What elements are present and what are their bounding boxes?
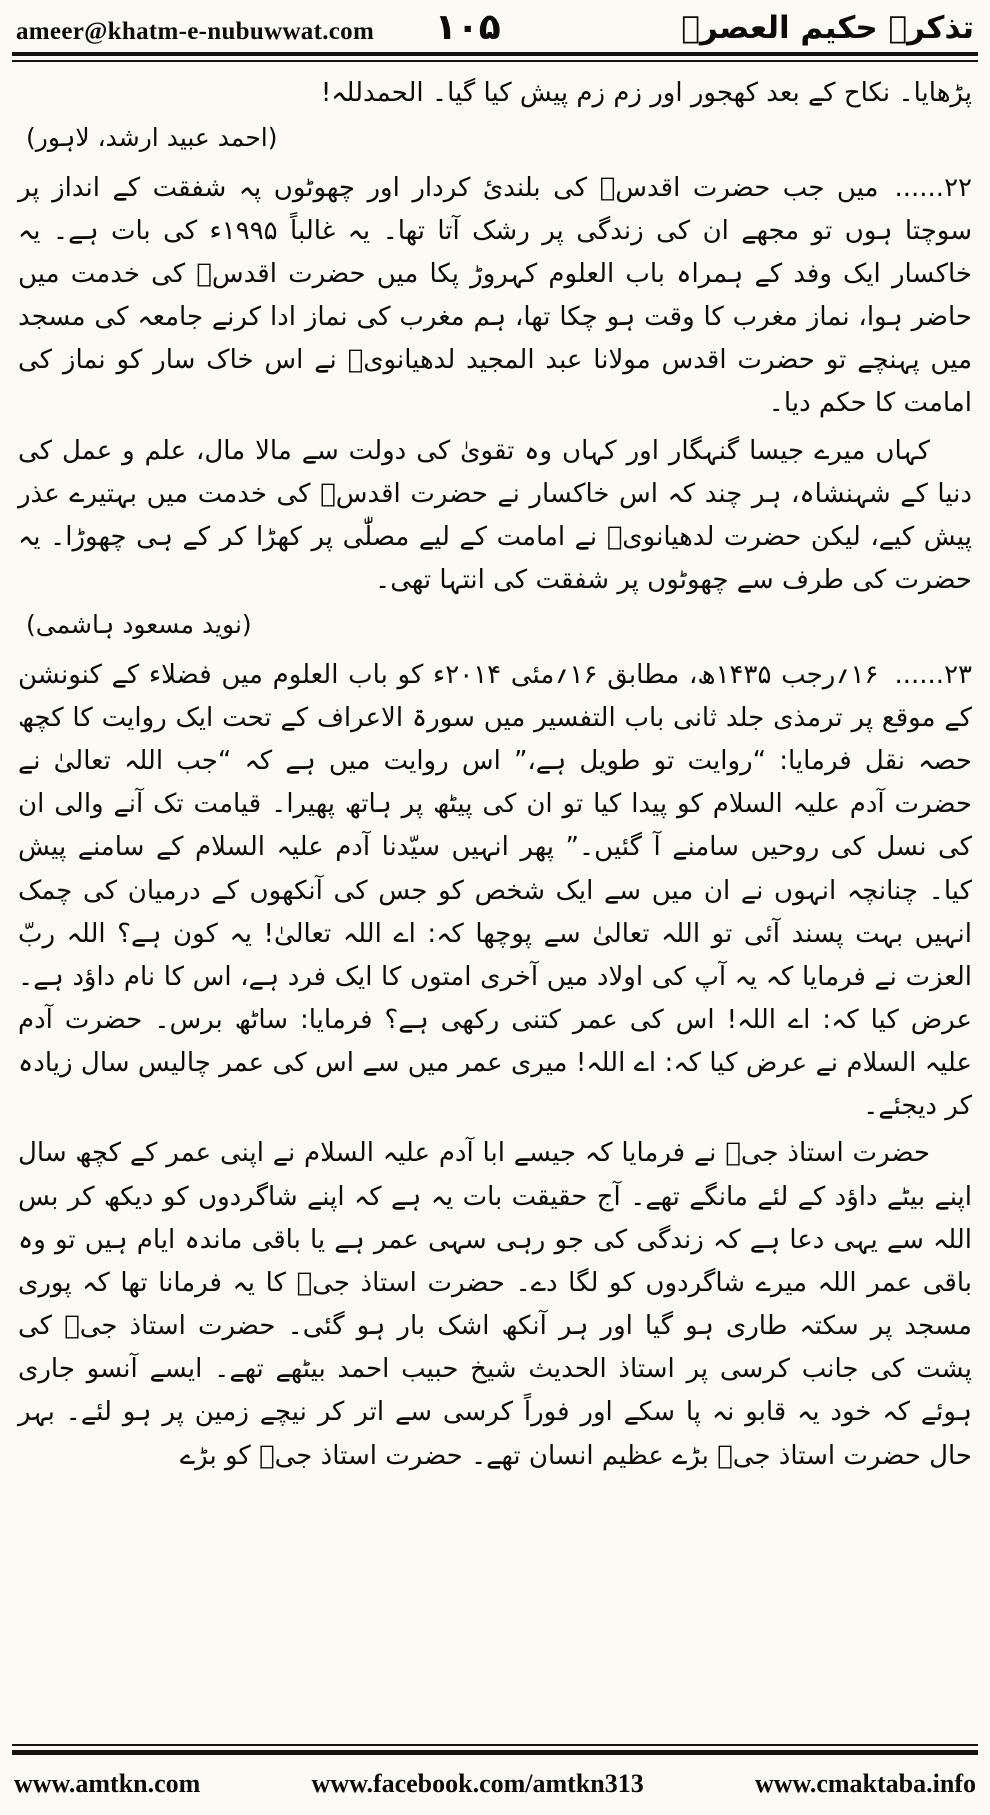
book-title: تذکرہ حکیم العصرؒ (681, 10, 974, 46)
page-body (10, 62, 980, 1744)
paragraph (18, 167, 972, 426)
paragraph-text: کہاں میرے جیسا گنہگار اور کہاں وہ تقویٰ کی دولت سے مالا مال، علم و عمل کی دنیا کے شہنشاہ، ہر چند کہ اس خاکسار نے حضرت اقدسؒ کی خدمت میں بہتیرے عذر پیش کیے، لیکن حضرت لدھیانویؒ نے امامت کے لیے مصلّٰی پر کھڑا کر کے ہی چھوڑا۔ یہ حضرت کی طرف سے چھوٹوں پر شفقت کی انتہا تھی۔ (18, 435, 972, 596)
page-number: ۱۰۵ (434, 7, 501, 48)
footer-link-amtkn: www.amtkn.com (14, 1769, 201, 1798)
paragraph (18, 72, 972, 115)
paragraph-text: حضرت استاذ جیؒ نے فرمایا کہ جیسے ابا آدم علیہ السلام نے اپنی عمر کے کچھ سال اپنے بیٹے داؤد کے لئے مانگے تھے۔ آج حقیقت بات یہ ہے کہ اپنے شاگردوں کو دیکھ کر بس اللہ سے یہی دعا ہے کہ زندگی کی جو رہی سہی عمر ہے یا باقی ماندہ ایام ہیں تو وہ باقی عمر اللہ میرے شاگردوں کو لگا دے۔ حضرت استاذ جیؒ کا یہ فرمانا تھا کہ پوری مسجد پر سکتہ طاری ہو گیا اور ہر آنکھ اشک بار ہو گئی۔ حضرت استاذ جیؒ کی پشت کی جانب کرسی پر استاذ الحدیث شیخ حبیب احمد بیٹھے تھے۔ ایسے آنسو جاری ہوئے کہ خود یہ قابو نہ پا سکے اور فوراً کرسی سے اتر کر نیچے زمین پر ہو لئے۔ بہر حال حضرت استاذ جیؒ بڑے عظیم انسان تھے۔ حضرت استاذ جیؒ کو بڑے (18, 1138, 972, 1471)
paragraph-text: پڑھایا۔ نکاح کے بعد کھجور اور زم زم پیش کیا گیا۔ الحمدللہ! (320, 78, 972, 108)
footer-link-facebook: www.facebook.com/amtkn313 (311, 1769, 644, 1798)
paragraph (18, 1132, 972, 1477)
paragraph (18, 654, 972, 1129)
header-divider (12, 52, 978, 62)
page-header (10, 6, 980, 52)
footer-link-emaktaba: www.cmaktaba.info (754, 1769, 976, 1798)
item-number: ۲۳...... (894, 659, 972, 690)
attribution: (نوید مسعود ہاشمی) (26, 610, 252, 640)
paragraph (18, 430, 972, 603)
attribution: (احمد عبید ارشد، لاہور) (26, 123, 278, 153)
header-email: ameer@khatm-e-nubuwwat.com (16, 18, 375, 45)
footer-divider (12, 1744, 978, 1755)
paragraph-text: میں جب حضرت اقدسؒ کی بلندیٔ کردار اور چھوٹوں پہ شفقت کے انداز پر سوچتا ہوں تو مجھے ان کی زندگی پر رشک آتا تھا۔ یہ غالباً ۱۹۹۵ء کی بات ہے۔ یہ خاکسار ایک وفد کے ہمراہ باب العلوم کہروڑ پکا میں حضرت اقدسؒ کی خدمت میں حاضر ہوا، نماز مغرب کا وقت ہو چکا تھا، ہم مغرب کی نماز ادا کرنے جامعہ کی مسجد میں پہنچے تو حضرت اقدس مولانا عبد المجید لدھیانویؒ نے اس خاک سار کو نماز کی امامت کا حکم دیا۔ (18, 172, 972, 419)
item-number: ۲۲...... (894, 172, 972, 203)
paragraph-text: ۱۶؍رجب ۱۴۳۵ھ، مطابق ۱۶؍مئی ۲۰۱۴ء کو باب العلوم میں فضلاء کے کنونشن کے موقع پر ترمذی جلد ثانی باب التفسیر میں سورۃ الاعراف کے تحت ایک روایت کا کچھ حصہ نقل فرمایا: “روایت تو طویل ہے،” اس روایت میں ہے کہ “جب اللہ تعالیٰ نے حضرت آدم علیہ السلام کو پیدا کیا تو ان کی پیٹھ پر ہاتھ پھیرا۔ قیامت تک آنے والی ان کی نسل کی روحیں سامنے آ گئیں۔” پھر انہیں سیّدنا آدم علیہ السلام کے سامنے پیش کیا۔ چنانچہ انہوں نے ان میں سے ایک شخص کو جس کی آنکھوں کے درمیان کی چمک انہیں بہت پسند آئی تو اللہ تعالیٰ سے پوچھا کہ: اے اللہ تعالیٰ! یہ کون ہے؟ اللہ ربّ العزت نے فرمایا کہ یہ آپ کی اولاد میں آخری امتوں کا ایک فرد ہے، اس کا نام داؤد ہے۔ عرض کیا کہ: اے اللہ! اس کی عمر کتنی رکھی ہے؟ فرمایا: ساٹھ برس۔ حضرت آدم علیہ السلام نے عرض کیا کہ: اے اللہ! میری عمر میں سے اس کی عمر چالیس سال زیادہ کر دیجئے۔ (18, 659, 972, 1122)
page-footer (10, 1755, 980, 1807)
